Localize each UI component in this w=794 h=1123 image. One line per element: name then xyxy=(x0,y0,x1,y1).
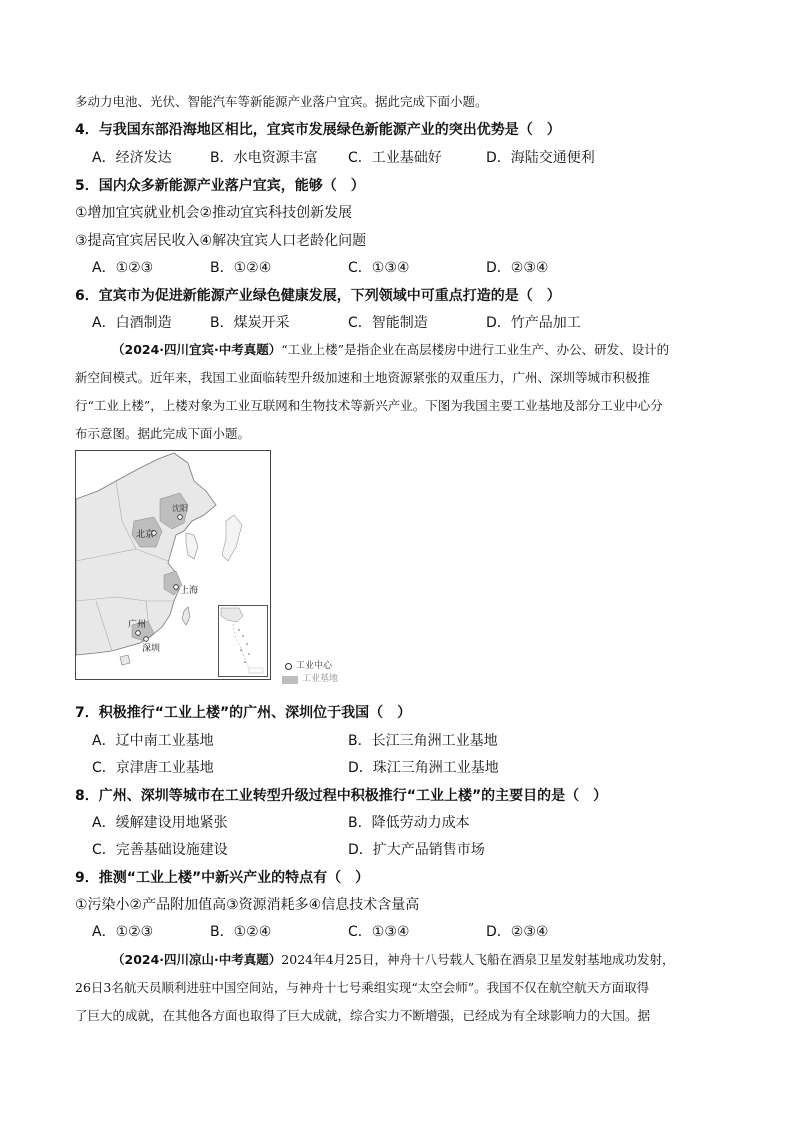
passage3-line-2: 26日3名航天员顺利进驻中国空间站，与神舟十七号乘组实现“太空会师”。我国不仅在航空航天方面取得 xyxy=(75,980,650,995)
legend-industrial-center: 工业中心 xyxy=(282,660,338,673)
map-legend xyxy=(282,660,338,686)
q5-option-c: C．①③④ xyxy=(348,260,410,276)
q6-option-d: D．竹产品加工 xyxy=(486,315,581,331)
industrial-base-swatch-icon xyxy=(282,676,298,684)
question-6-stem: 6．宜宾市为促进新能源产业绿色健康发展，下列领域中可重点打造的是（ ） xyxy=(75,288,561,304)
q8-option-c: C．完善基础设施建设 xyxy=(92,842,228,858)
q8-option-b: B．降低劳动力成本 xyxy=(348,815,470,831)
q5-option-b: B．①②④ xyxy=(210,260,272,276)
passage3-line-3: 了巨大的成就，在其他各方面也取得了巨大成就，综合实力不断增强，已经成为有全球影响力的大国。据 xyxy=(75,1008,651,1023)
q9-option-b: B．①②④ xyxy=(210,924,272,940)
q8-option-d: D．扩大产品销售市场 xyxy=(348,842,485,858)
passage1-tail: 多动力电池、光伏、智能汽车等新能源产业落户宜宾。据此完成下面小题。 xyxy=(75,94,488,109)
passage2-line-2: 新空间模式。近年来，我国工业面临转型升级加速和土地资源紧张的双重压力，广州、深圳等城市积极推 xyxy=(75,370,651,385)
map-label-shenyang: 沈阳 xyxy=(172,504,188,513)
industrial-center-icon xyxy=(285,663,292,670)
map-label-shenzhen: 深圳 xyxy=(142,644,161,654)
q7-option-d: D．珠江三角洲工业基地 xyxy=(348,760,499,776)
q7-option-b: B．长江三角洲工业基地 xyxy=(348,733,498,749)
map-label-guangzhou: 广州 xyxy=(128,620,147,630)
passage2-source: （2024·四川宜宾·中考真题） xyxy=(112,342,282,357)
south-china-sea-inset xyxy=(218,605,268,677)
q5-items-line-1: ①增加宜宾就业机会②推动宜宾科技创新发展 xyxy=(75,205,353,221)
q6-option-b: B．煤炭开采 xyxy=(210,315,290,331)
question-9-stem: 9．推测“工业上楼”中新兴产业的特点有（ ） xyxy=(75,870,370,886)
question-7-stem: 7．积极推行“工业上楼”的广州、深圳位于我国（ ） xyxy=(75,705,412,721)
q4-option-b: B．水电资源丰富 xyxy=(210,150,318,166)
question-8-stem: 8．广州、深圳等城市在工业转型升级过程中积极推行“工业上楼”的主要目的是（ ） xyxy=(75,788,608,804)
q9-option-c: C．①③④ xyxy=(348,924,410,940)
q4-option-d: D．海陆交通便利 xyxy=(486,150,595,166)
q5-option-a: A．①②③ xyxy=(92,260,154,276)
passage2-line-4: 布示意图。据此完成下面小题。 xyxy=(75,426,251,441)
q9-option-d: D．②③④ xyxy=(486,924,549,940)
q6-option-a: A．白酒制造 xyxy=(92,315,172,331)
passage3-line-1-text: 2024年4月25日，神舟十八号载人飞船在酒泉卫星发射基地成功发射， xyxy=(281,952,675,967)
question-4-stem: 4．与我国东部沿海地区相比，宜宾市发展绿色新能源产业的突出优势是（ ） xyxy=(75,122,561,138)
passage3-source: （2024·四川凉山·中考真题） xyxy=(112,952,282,967)
q9-option-a: A．①②③ xyxy=(92,924,154,940)
q5-items-line-2: ③提高宜宾居民收入④解决宜宾人口老龄化问题 xyxy=(75,233,367,249)
industrial-base-map xyxy=(75,450,271,680)
q9-items-line: ①污染小②产品附加值高③资源消耗多④信息技术含量高 xyxy=(75,897,420,913)
q5-option-d: D．②③④ xyxy=(486,260,549,276)
passage2-line-1 xyxy=(112,340,669,360)
q4-option-a: A．经济发达 xyxy=(92,150,172,166)
passage2-line-1-text: “工业上楼”是指企业在高层楼房中进行工业生产、办公、研发、设计的 xyxy=(281,342,670,357)
passage2-line-3: 行“工业上楼”，上楼对象为工业互联网和生物技术等新兴产业。下图为我国主要工业基地及部分工业中心分 xyxy=(75,398,663,413)
q6-option-c: C．智能制造 xyxy=(348,315,428,331)
q4-option-c: C．工业基础好 xyxy=(348,150,442,166)
map-label-beijing: 北京 xyxy=(136,530,155,540)
passage3-line-1 xyxy=(112,950,674,970)
legend-industrial-base: 工业基地 xyxy=(282,673,338,686)
question-5-stem: 5．国内众多新能源产业落户宜宾，能够（ ） xyxy=(75,178,365,194)
q7-option-a: A．辽中南工业基地 xyxy=(92,733,214,749)
q8-option-a: A．缓解建设用地紧张 xyxy=(92,815,228,831)
map-label-shanghai: 上海 xyxy=(180,586,199,596)
q7-option-c: C．京津唐工业基地 xyxy=(92,760,214,776)
